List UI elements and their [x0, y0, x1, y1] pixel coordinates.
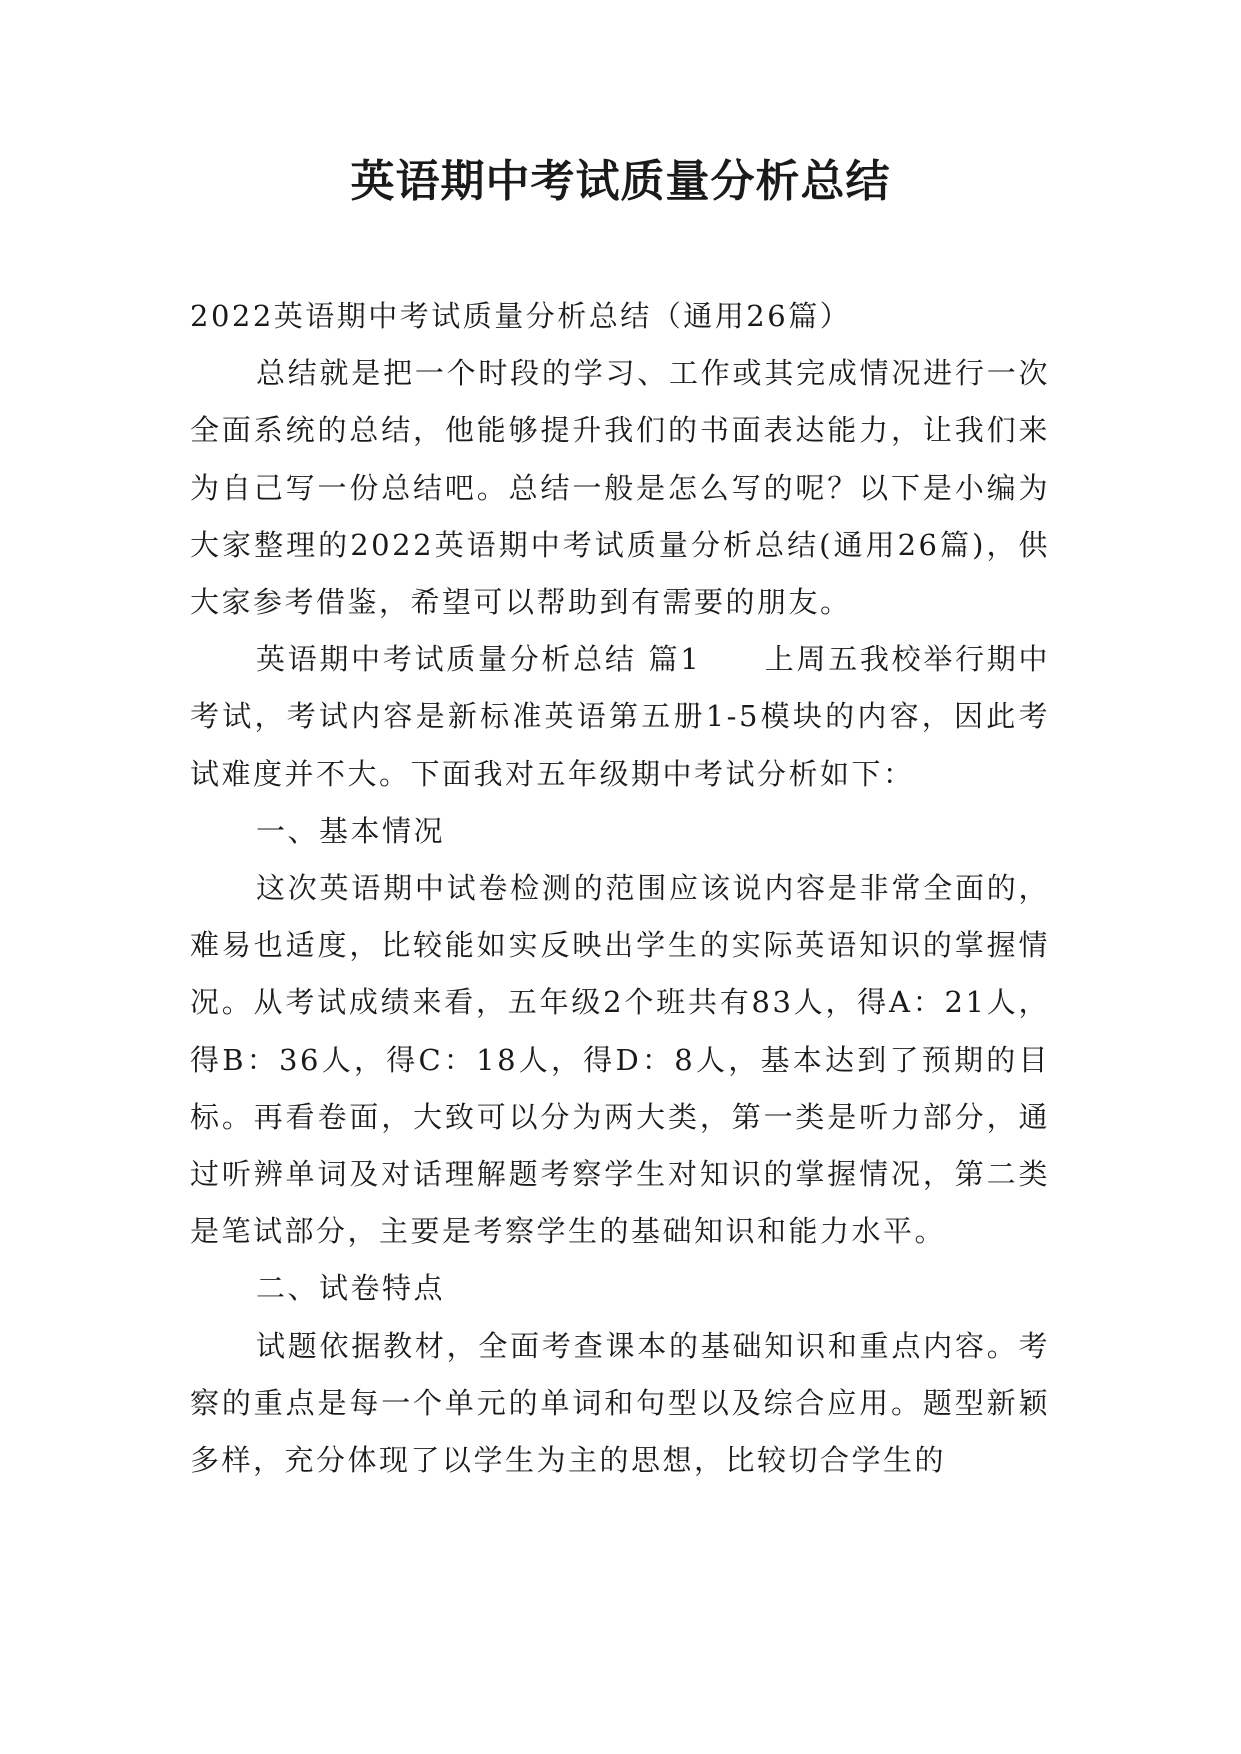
section-heading-basic-situation: 一、基本情况	[256, 813, 446, 848]
document-body	[190, 288, 1050, 1489]
section-heading-paper-features: 二、试卷特点	[256, 1271, 446, 1306]
intro-paragraph: 总结就是把一个时段的学习、工作或其完成情况进行一次全面系统的总结，他能够提升我们的书面表达能力，让我们来为自己写一份总结吧。总结一般是怎么写的呢？以下是小编为大家整理的2022英语期中考试质量分析总结(通用26篇)，供大家参考借鉴，希望可以帮助到有需要的朋友。	[190, 356, 1050, 620]
document-title: 英语期中考试质量分析总结	[350, 156, 891, 207]
article-1-opening-paragraph: 英语期中考试质量分析总结 篇1 上周五我校举行期中考试，考试内容是新标准英语第五册1-5模块的内容，因此考试难度并不大。下面我对五年级期中考试分析如下：	[190, 642, 1050, 791]
subtitle-paragraph: 2022英语期中考试质量分析总结（通用26篇）	[190, 299, 852, 333]
paper-features-paragraph: 试题依据教材，全面考查课本的基础知识和重点内容。考察的重点是每一个单元的单词和句型以及综合应用。题型新颖多样，充分体现了以学生为主的思想，比较切合学生的	[190, 1328, 1050, 1478]
basic-situation-paragraph: 这次英语期中试卷检测的范围应该说内容是非常全面的，难易也适度，比较能如实反映出学生的实际英语知识的掌握情况。从考试成绩来看，五年级2个班共有83人，得A：21人，得B：36人，得C：18人，得D：8人，基本达到了预期的目标。再看卷面，大致可以分为两大类，第一类是听力部分，通过听辨单词及对话理解题考察学生对知识的掌握情况，第二类是笔试部分，主要是考察学生的基础知识和能力水平。	[190, 871, 1050, 1249]
